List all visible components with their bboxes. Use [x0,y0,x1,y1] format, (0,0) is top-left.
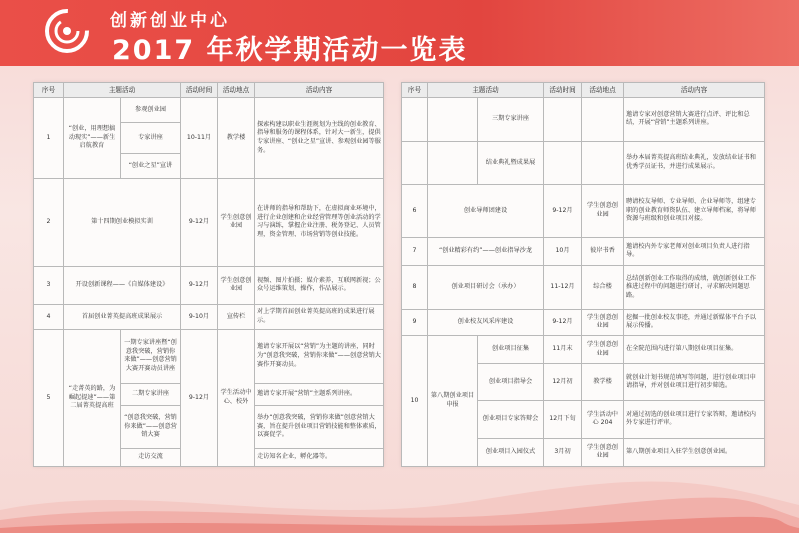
header-no: 序号 [34,83,64,98]
table-row: 创业项目入园仪式 3月初 学生创意创业园 第八期创业项目入驻学生创意创业园。 [402,438,765,466]
table-row: 9 创业校友风采库建设 9-12月 学生创意创业园 挖掘一批创业校友事迹，并通过新媒体平台予以展示传播。 [402,309,765,335]
table-row: 三期专家讲座 邀请专家对创意营销大赛进行点评、评比和总结，开展“营销”主题系列讲座。 [402,98,765,142]
table-header-row [34,83,384,98]
table-row: 走访交流 走访知名企业，孵化器等。 [34,449,384,467]
table-row: “创业之星”宣讲 [34,154,384,179]
table-row: 结业典礼暨成果展 举办本届菁英提高班结业典礼，发放结业证书和优秀学员证书，并进行成果展示。 [402,141,765,185]
header-content: 活动内容 [255,83,384,98]
table-row: 创业项目指导会 12月初 教学楼 就创业计划书规范填写等问题，进行创业项目申请指导，并对创业项目进行初步筛选。 [402,364,765,401]
table-row: 8 创业项目研讨会（承办） 11-12月 综合楼 总结创新创业工作取得的成绩，就创新创业工作推进过程中的问题进行研讨，寻求解决问题思路。 [402,266,765,310]
header-place: 活动地点 [582,83,624,98]
table-row: 10 第八期创业项目申报 创业项目征集 11月末 学生创意创业园 在全院范围内进行第八期创业项目征集。 [402,335,765,363]
logo-icon [44,8,90,54]
table-row: 5 “走菁英的路，为崛起提速”——第二届菁英提高班 一期专家讲座暨“创意我突破，营销你来做”——创意营销大赛开赛动员讲座 9-12月 学生活动中心、校外 邀请专家开展以“营销”为主题的讲座，同时为“创意我突破，营销你来做”——创意营销大赛作开赛动员。 [34,329,384,383]
header-no: 序号 [402,83,428,98]
table-row: 6 创业导师团建设 9-12月 学生创意创业园 聘请校友导师、专业导师、企业导师等，组建专职的创业教育师资队伍、建立导师档案，将导师资源与班级和创业项目对接。 [402,185,765,237]
header-theme: 主题活动 [64,83,181,98]
header-content: 活动内容 [624,83,765,98]
header-time: 活动时间 [181,83,218,98]
table-row: 二期专家讲座 邀请专家开展“营销”主题系列讲座。 [34,383,384,406]
table-row: 2 第十四期创业模拟实训 9-12月 学生创意创业园 在讲师的指导和帮助下，在虚拟商业环境中，进行企业创建和企业经营管理等创业活动的学习与演练，掌握企业注册、税务登记、人员管理，资金管理、市场营销等创业技能。 [34,179,384,267]
activity-table-right [401,82,765,467]
decorative-wave [0,470,799,533]
table-row: 创业项目专家答辩会 12月下旬 学生活动中心 204 对通过初选的创业项目进行专家答辩，邀请校内外专家进行评审。 [402,401,765,438]
header-time: 活动时间 [544,83,582,98]
table-row: 4 首届创业菁英提高班成果展示 9-10月 宣传栏 对上学期首届创业菁英提高班的成果进行展示。 [34,305,384,330]
activity-table-left [33,82,384,467]
table-row: 7 “创业精彩有约”——创业指导沙龙 10月 彼岸书香 邀请校内外专家老师对创业项目负责人进行指导。 [402,237,765,265]
table-row: 专家讲座 [34,122,384,154]
table-row: 3 开设创新课程——《自媒体建设》 9-12月 学生创意创业园 视频、图片拍摄；媒介素养，互联网新视；公众号运维策划，操作，作品展示。 [34,266,384,304]
table-header-row [402,83,765,98]
header-theme: 主题活动 [428,83,544,98]
header-banner [0,0,799,66]
org-name: 创新创业中心 [110,11,230,31]
page-title: 2017 年秋学期活动一览表 [112,35,468,66]
table-row: “创意我突破，营销你来做”——创意营销大赛 举办“创意我突破，营销你来做”创意营销大赛，旨在提升创业项目营销技能和整体素质，以赛促学。 [34,406,384,449]
header-place: 活动地点 [218,83,255,98]
table-row: 1 “创业，用理想搞动现实”——新生启航教育 参观创业园 10-11月 教学楼 探索构建以职业生涯规划为主线的创业教育、指导和服务的课程体系，针对大一新生，提供专家讲座、“创业之星”宣讲、参观创业园等服务。 [34,98,384,123]
